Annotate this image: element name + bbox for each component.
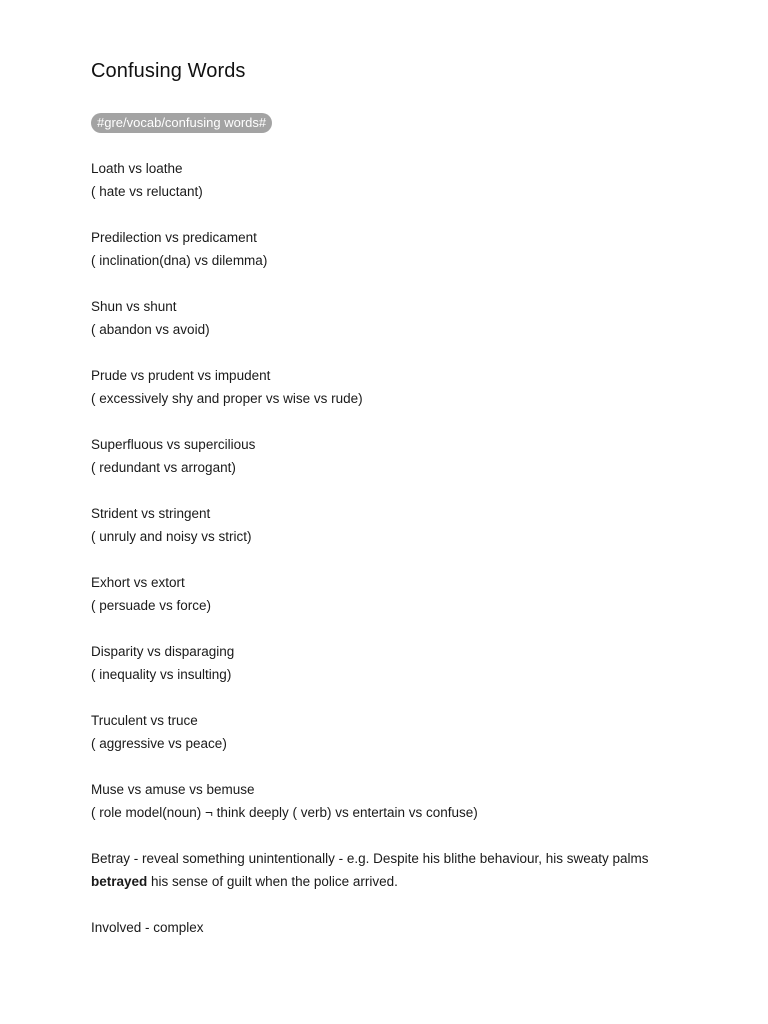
word-pair-entry xyxy=(91,571,691,617)
word-pair-meaning: ( excessively shy and proper vs wise vs rude) xyxy=(91,391,363,406)
page-title: Confusing Words xyxy=(91,60,246,82)
word-pair-term: Predilection vs predicament xyxy=(91,230,257,245)
betray-definition xyxy=(91,847,691,893)
word-pair-term: Superfluous vs supercilious xyxy=(91,437,256,452)
word-pair-entry xyxy=(91,778,691,824)
word-pair-term: Strident vs stringent xyxy=(91,506,211,521)
word-pair-term: Shun vs shunt xyxy=(91,299,177,314)
betray-paragraph xyxy=(91,847,661,893)
word-pair-entry xyxy=(91,295,691,341)
word-pair-meaning: ( hate vs reluctant) xyxy=(91,184,203,199)
involved-text: Involved - complex xyxy=(91,920,204,935)
word-pair-entry xyxy=(91,709,691,755)
involved-definition xyxy=(91,916,691,939)
word-pair-entry xyxy=(91,364,691,410)
word-pair-meaning: ( persuade vs force) xyxy=(91,598,212,613)
word-pair-meaning: ( redundant vs arrogant) xyxy=(91,460,236,475)
word-pair-meaning: ( inclination(dna) vs dilemma) xyxy=(91,253,268,268)
word-pair-term: Muse vs amuse vs bemuse xyxy=(91,782,255,797)
betray-text-before: Betray - reveal something unintentionally - e.g. Despite his blithe behaviour, his sweaty palms xyxy=(91,851,649,866)
tag-badge[interactable]: #gre/vocab/confusing words# xyxy=(91,113,272,133)
betray-text-after: his sense of guilt when the police arrived. xyxy=(147,874,398,889)
word-pair-meaning: ( inequality vs insulting) xyxy=(91,667,232,682)
entries-list xyxy=(91,157,691,962)
word-pair-entry xyxy=(91,640,691,686)
word-pair-entry xyxy=(91,226,691,272)
word-pair-entry xyxy=(91,157,691,203)
word-pair-meaning: ( unruly and noisy vs strict) xyxy=(91,529,252,544)
word-pair-entry xyxy=(91,502,691,548)
word-pair-term: Loath vs loathe xyxy=(91,161,183,176)
word-pair-meaning: ( aggressive vs peace) xyxy=(91,736,227,751)
word-pair-term: Disparity vs disparaging xyxy=(91,644,235,659)
word-pair-meaning: ( abandon vs avoid) xyxy=(91,322,210,337)
word-pair-term: Prude vs prudent vs impudent xyxy=(91,368,271,383)
betray-bold-word: betrayed xyxy=(91,874,148,889)
word-pair-term: Truculent vs truce xyxy=(91,713,198,728)
word-pair-meaning: ( role model(noun) ¬ think deeply ( verb) vs entertain vs confuse) xyxy=(91,805,478,820)
word-pair-entry xyxy=(91,433,691,479)
word-pair-term: Exhort vs extort xyxy=(91,575,185,590)
